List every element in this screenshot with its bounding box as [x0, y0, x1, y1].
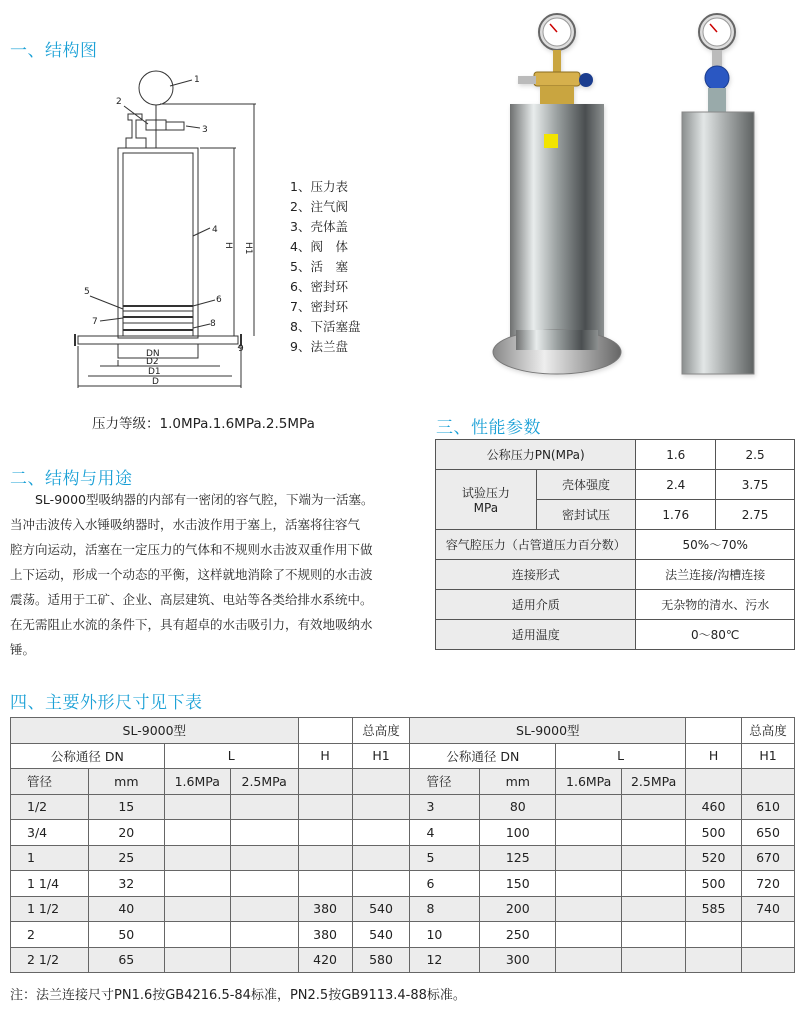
- gauge-circle: [139, 71, 173, 105]
- h1-cell: [352, 871, 410, 897]
- temperature-label: 适用温度: [436, 620, 636, 650]
- seal-test-label: 密封试压: [536, 500, 636, 530]
- h-header-left: H: [298, 743, 352, 769]
- h1-cell: 540: [352, 896, 410, 922]
- shell-strength-1: 2.4: [636, 470, 716, 500]
- callout-4: 4: [212, 225, 218, 235]
- medium-label: 适用介质: [436, 590, 636, 620]
- h1-cell: 720: [742, 871, 795, 897]
- l-25-cell: [230, 922, 298, 948]
- section-title-structure-use: 二、结构与用途: [10, 469, 133, 489]
- mm-cell: 125: [480, 845, 556, 871]
- description-line: 震荡。适用于工矿、企业、高层建筑、电站等各类给排水系统中。: [10, 592, 373, 607]
- performance-table: [435, 439, 795, 650]
- p16-header-left: 1.6MPa: [164, 769, 230, 795]
- h-cell: 500: [686, 820, 742, 846]
- h-cell: [298, 820, 352, 846]
- pressure-grades: 压力等级：1.0MPa.1.6MPa.2.5MPa: [92, 416, 315, 432]
- h-cell: [686, 947, 742, 973]
- l-16-cell: [164, 871, 230, 897]
- parts-list-item: 5、活 塞: [290, 259, 348, 274]
- air-chamber-label: 容气腔压力（占管道压力百分数）: [436, 530, 636, 560]
- l-16-cell: [556, 947, 622, 973]
- l-25-cell: [230, 820, 298, 846]
- blank-cell: [298, 769, 352, 795]
- shell-strength-label: 壳体强度: [536, 470, 636, 500]
- h1-cell: 740: [742, 896, 795, 922]
- dim-d2: D2: [146, 357, 159, 367]
- footnote: 注：法兰连接尺寸PN1.6按GB4216.5-84标准，PN2.5按GB9113.4-88标准。: [10, 988, 466, 1003]
- table-row: [11, 922, 795, 948]
- mm-cell: 200: [480, 896, 556, 922]
- mm-cell: 15: [88, 794, 164, 820]
- callout-1: 1: [194, 75, 200, 85]
- pipe-size-cell: 2 1/2: [11, 947, 89, 973]
- table-row: [11, 896, 795, 922]
- mm-cell: 50: [88, 922, 164, 948]
- h-cell: 585: [686, 896, 742, 922]
- dim-dn: DN: [146, 349, 160, 359]
- parts-list-item: 4、阀 体: [290, 239, 348, 254]
- blank-cell: [742, 769, 795, 795]
- l-16-cell: [164, 922, 230, 948]
- l-25-cell: [622, 845, 686, 871]
- structure-diagram: [60, 66, 270, 396]
- pipe-size-cell: 1: [11, 845, 89, 871]
- mm-cell: 300: [480, 947, 556, 973]
- h1-header-left: H1: [352, 743, 410, 769]
- section-title-dimensions: 四、主要外形尺寸见下表: [10, 693, 203, 713]
- l-16-cell: [556, 922, 622, 948]
- description-line: 腔方向运动，活塞在一定压力的气体和不规则水击波双重作用下做: [10, 542, 373, 557]
- l-16-cell: [164, 947, 230, 973]
- dimensions-table: [10, 717, 795, 973]
- p25-header-left: 2.5MPa: [230, 769, 298, 795]
- parts-list-item: 6、密封环: [290, 279, 348, 294]
- h-header-right: H: [686, 743, 742, 769]
- connection-label: 连接形式: [436, 560, 636, 590]
- l-25-cell: [622, 922, 686, 948]
- l-25-cell: [230, 896, 298, 922]
- h-cell: 500: [686, 871, 742, 897]
- blank-cell: [352, 769, 410, 795]
- model-header-right: SL-9000型: [410, 718, 686, 744]
- l-16-cell: [164, 820, 230, 846]
- description-line: 在无需阻止水流的条件下，具有超卓的水击吸引力，有效地吸纳水: [10, 617, 373, 632]
- p25-header-right: 2.5MPa: [622, 769, 686, 795]
- table-row: [11, 947, 795, 973]
- h-cell: 420: [298, 947, 352, 973]
- h1-header-right: H1: [742, 743, 795, 769]
- mm-cell: 250: [480, 922, 556, 948]
- blank-header: [298, 718, 352, 744]
- h1-cell: 580: [352, 947, 410, 973]
- mm-header-right: mm: [480, 769, 556, 795]
- medium-value: 无杂物的清水、污水: [636, 590, 795, 620]
- parts-list-item: 7、密封环: [290, 299, 348, 314]
- mm-cell: 20: [88, 820, 164, 846]
- mm-cell: 150: [480, 871, 556, 897]
- dn-header-right: 公称通径 DN: [410, 743, 556, 769]
- pipe-size-cell: 8: [410, 896, 480, 922]
- pipe-size-cell: 1 1/4: [11, 871, 89, 897]
- pipe-header-left: 管径: [11, 769, 89, 795]
- pipe-size-cell: 12: [410, 947, 480, 973]
- pipe-size-cell: 6: [410, 871, 480, 897]
- table-row: [11, 794, 795, 820]
- air-chamber-value: 50%～70%: [636, 530, 795, 560]
- pipe-size-cell: 2: [11, 922, 89, 948]
- l-25-cell: [230, 794, 298, 820]
- pipe-size-cell: 3/4: [11, 820, 89, 846]
- description-line: 上下运动，形成一个动态的平衡，这样就地消除了不规则的水击波: [10, 567, 373, 582]
- seal-test-2: 2.75: [716, 500, 795, 530]
- l-16-cell: [164, 794, 230, 820]
- l-header-left: L: [164, 743, 298, 769]
- callout-6: 6: [216, 295, 222, 305]
- callout-3: 3: [202, 125, 208, 135]
- pipe-size-cell: 3: [410, 794, 480, 820]
- h1-cell: 650: [742, 820, 795, 846]
- callout-9: 9: [238, 344, 244, 354]
- l-25-cell: [622, 794, 686, 820]
- product-photo-grooved: [672, 8, 782, 378]
- parts-list-item: 2、注气阀: [290, 199, 348, 214]
- h-cell: [298, 794, 352, 820]
- pn-label: 公称压力PN(MPa): [436, 440, 636, 470]
- description-line: 当冲击波传入水锤吸纳器时，水击波作用于塞上，活塞将往容气: [10, 517, 361, 532]
- mm-cell: 40: [88, 896, 164, 922]
- parts-list: [290, 177, 360, 357]
- p16-header-right: 1.6MPa: [556, 769, 622, 795]
- l-25-cell: [622, 871, 686, 897]
- description-line: SL-9000型吸纳器的内部有一密闭的容气腔，下端为一活塞。: [35, 492, 374, 507]
- h1-cell: 540: [352, 922, 410, 948]
- pn-value-1: 1.6: [636, 440, 716, 470]
- h1-cell: [352, 845, 410, 871]
- section-title-structure-diagram: 一、结构图: [10, 41, 98, 61]
- pipe-size-cell: 10: [410, 922, 480, 948]
- h1-cell: [742, 922, 795, 948]
- parts-list-item: 9、法兰盘: [290, 339, 348, 354]
- mm-cell: 100: [480, 820, 556, 846]
- table-row: [11, 845, 795, 871]
- pipe-size-cell: 1 1/2: [11, 896, 89, 922]
- mm-cell: 65: [88, 947, 164, 973]
- temperature-value: 0～80℃: [636, 620, 795, 650]
- description-line: 锤。: [10, 642, 36, 657]
- section-title-performance: 三、性能参数: [436, 418, 541, 438]
- l-16-cell: [164, 845, 230, 871]
- h-cell: [686, 922, 742, 948]
- callout-7: 7: [92, 317, 98, 327]
- mm-cell: 25: [88, 845, 164, 871]
- callout-8: 8: [210, 319, 216, 329]
- parts-list-item: 1、压力表: [290, 179, 348, 194]
- pipe-size-cell: 5: [410, 845, 480, 871]
- h-cell: 380: [298, 896, 352, 922]
- blank-header: [686, 718, 742, 744]
- dim-d: D: [152, 377, 159, 387]
- seal-test-1: 1.76: [636, 500, 716, 530]
- h-cell: [298, 871, 352, 897]
- connection-value: 法兰连接/沟槽连接: [636, 560, 795, 590]
- dn-header-left: 公称通径 DN: [11, 743, 165, 769]
- h-cell: 460: [686, 794, 742, 820]
- total-height-header-left: 总高度: [352, 718, 410, 744]
- pipe-header-right: 管径: [410, 769, 480, 795]
- description: [10, 487, 410, 662]
- l-25-cell: [230, 947, 298, 973]
- h1-cell: [352, 820, 410, 846]
- l-25-cell: [230, 871, 298, 897]
- pn-value-2: 2.5: [716, 440, 795, 470]
- parts-list-item: 8、下活塞盘: [290, 319, 361, 334]
- l-25-cell: [622, 820, 686, 846]
- h1-cell: 670: [742, 845, 795, 871]
- h1-cell: 610: [742, 794, 795, 820]
- pipe-size-cell: 4: [410, 820, 480, 846]
- test-pressure-label-line2: MPa: [473, 501, 499, 515]
- h-cell: [298, 845, 352, 871]
- l-16-cell: [556, 845, 622, 871]
- blank-cell: [686, 769, 742, 795]
- mm-cell: 80: [480, 794, 556, 820]
- h1-cell: [742, 947, 795, 973]
- callout-2: 2: [116, 97, 122, 107]
- h-cell: 380: [298, 922, 352, 948]
- test-pressure-label-line1: 试验压力: [461, 486, 510, 500]
- l-16-cell: [556, 820, 622, 846]
- shell-strength-2: 3.75: [716, 470, 795, 500]
- l-16-cell: [164, 896, 230, 922]
- l-16-cell: [556, 794, 622, 820]
- mm-header-left: mm: [88, 769, 164, 795]
- l-header-right: L: [556, 743, 686, 769]
- l-16-cell: [556, 871, 622, 897]
- total-height-header-right: 总高度: [742, 718, 795, 744]
- dim-d1: D1: [148, 367, 161, 377]
- parts-list-item: 3、壳体盖: [290, 219, 348, 234]
- l-25-cell: [622, 896, 686, 922]
- pipe-size-cell: 1/2: [11, 794, 89, 820]
- dim-h: H: [223, 242, 233, 249]
- dim-h1: H1: [243, 242, 253, 255]
- h1-cell: [352, 794, 410, 820]
- mm-cell: 32: [88, 871, 164, 897]
- product-photo-flanged: [490, 10, 625, 380]
- l-25-cell: [230, 845, 298, 871]
- callout-5: 5: [84, 287, 90, 297]
- test-pressure-label: [436, 470, 537, 530]
- model-header-left: SL-9000型: [11, 718, 299, 744]
- l-16-cell: [556, 896, 622, 922]
- table-row: [11, 871, 795, 897]
- table-row: [11, 820, 795, 846]
- l-25-cell: [622, 947, 686, 973]
- h-cell: 520: [686, 845, 742, 871]
